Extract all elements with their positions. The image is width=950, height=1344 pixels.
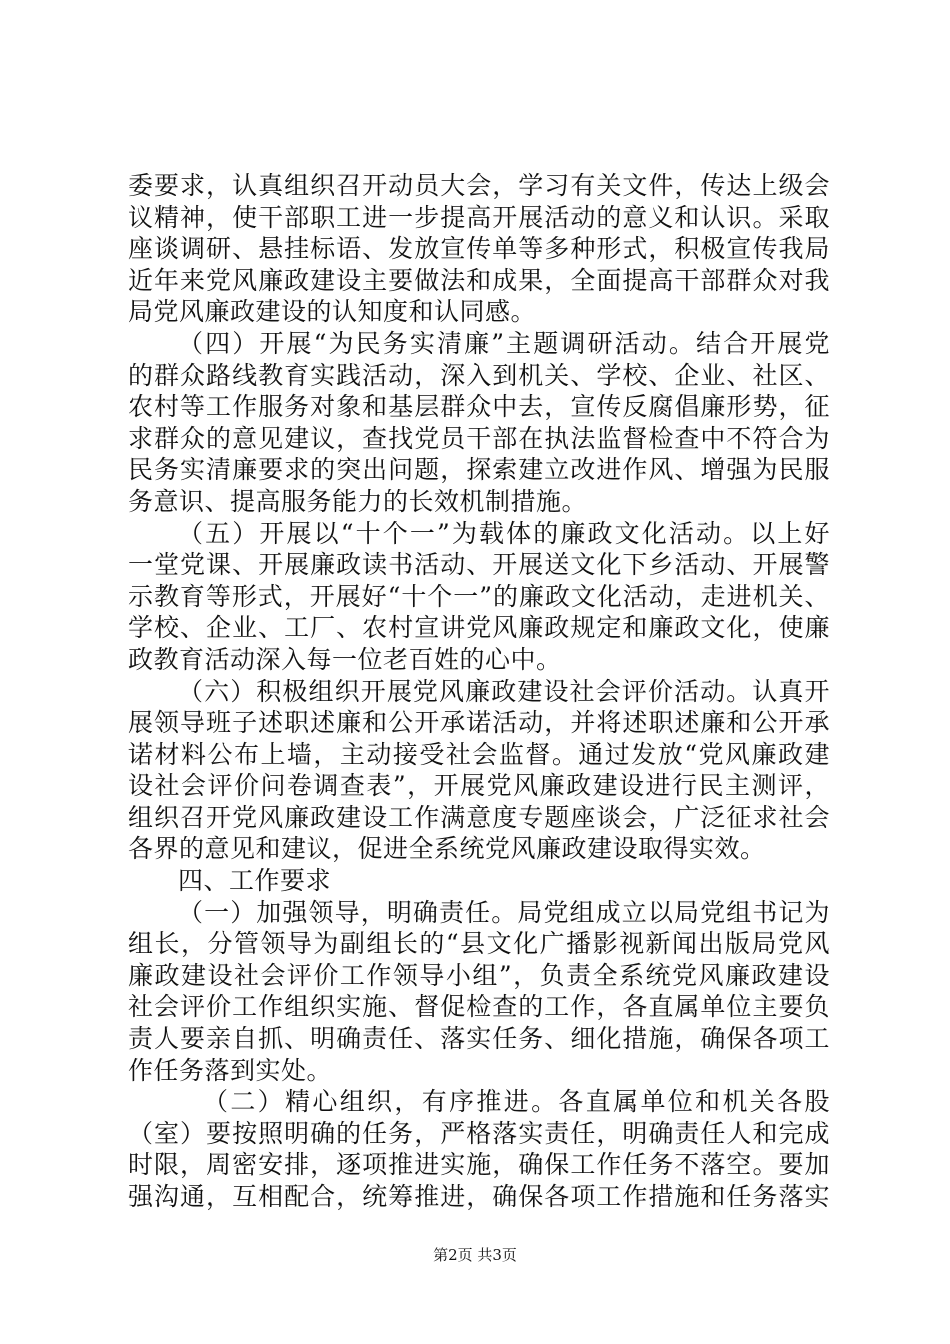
- text-line: 一堂党课、开展廉政读书活动、开展送文化下乡活动、开展警: [128, 550, 830, 580]
- text-line: 议精神，使干部职工进一步提高开展活动的意义和认识。采取: [128, 202, 830, 232]
- text-line: 组织召开党风廉政建设工作满意度专题座谈会，广泛征求社会: [128, 802, 830, 832]
- text-line: 社会评价工作组织实施、督促检查的工作，各直属单位主要负: [128, 992, 830, 1022]
- section-heading-line: （四）开展“为民务实清廉”主题调研活动。结合开展党: [178, 328, 830, 358]
- text-line: 廉政建设社会评价工作领导小组”，负责全系统党风廉政建设: [128, 960, 830, 990]
- text-line: 的群众路线教育实践活动，深入到机关、学校、企业、社区、: [128, 360, 830, 390]
- text-line: 诺材料公布上墙，主动接受社会监督。通过发放“党风廉政建: [128, 739, 830, 769]
- text-line: 各界的意见和建议，促进全系统党风廉政建设取得实效。: [128, 834, 766, 864]
- text-line: 责人要亲自抓、明确责任、落实任务、细化措施，确保各项工: [128, 1024, 830, 1054]
- text-line: 时限，周密安排，逐项推进实施，确保工作任务不落空。要加: [128, 1150, 830, 1180]
- text-line: 政教育活动深入每一位老百姓的心中。: [128, 644, 562, 674]
- text-line: 委要求，认真组织召开动员大会，学习有关文件，传达上级会: [128, 171, 830, 200]
- text-line: 局党风廉政建设的认知度和认同感。: [128, 297, 537, 327]
- section-heading-line: （一）加强领导，明确责任。局党组成立以局党组书记为: [178, 897, 830, 927]
- text-line: 示教育等形式，开展好“十个一”的廉政文化活动，走进机关、: [128, 581, 830, 611]
- section-heading-line: （五）开展以“十个一”为载体的廉政文化活动。以上好: [178, 518, 830, 548]
- text-line: 设社会评价问卷调查表”，开展党风廉政建设进行民主测评，: [128, 771, 830, 801]
- text-line: 务意识、提高服务能力的长效机制措施。: [128, 486, 588, 516]
- text-line: 学校、企业、工厂、农村宣讲党风廉政规定和廉政文化，使廉: [128, 613, 830, 643]
- text-line: 近年来党风廉政建设主要做法和成果，全面提高干部群众对我: [128, 265, 830, 295]
- body-text: [128, 170, 830, 1213]
- chapter-heading: 四、工作要求: [178, 866, 332, 896]
- text-line: 作任务落到实处。: [128, 1055, 333, 1085]
- text-line: 农村等工作服务对象和基层群众中去，宣传反腐倡廉形势，征: [128, 392, 830, 422]
- text-line: 求群众的意见建议，查找党员干部在执法监督检查中不符合为: [128, 423, 830, 453]
- text-line: 强沟通，互相配合，统筹推进，确保各项工作措施和任务落实: [128, 1182, 830, 1211]
- text-line: 民务实清廉要求的突出问题，探索建立改进作风、增强为民服: [128, 455, 830, 485]
- section-heading-line: （六）积极组织开展党风廉政建设社会评价活动。认真开: [178, 676, 830, 706]
- text-line: 展领导班子述职述廉和公开承诺活动，并将述职述廉和公开承: [128, 708, 830, 738]
- section-heading-line: （二）精心组织，有序推进。各直属单位和机关各股: [203, 1087, 830, 1117]
- text-line: （室）要按照明确的任务，严格落实责任，明确责任人和完成: [128, 1118, 830, 1148]
- text-line: 座谈调研、悬挂标语、发放宣传单等多种形式，积极宣传我局: [128, 234, 830, 264]
- page-number-footer: 第2页 共3页: [433, 1246, 517, 1264]
- text-line: 组长，分管领导为副组长的“县文化广播影视新闻出版局党风: [128, 929, 830, 959]
